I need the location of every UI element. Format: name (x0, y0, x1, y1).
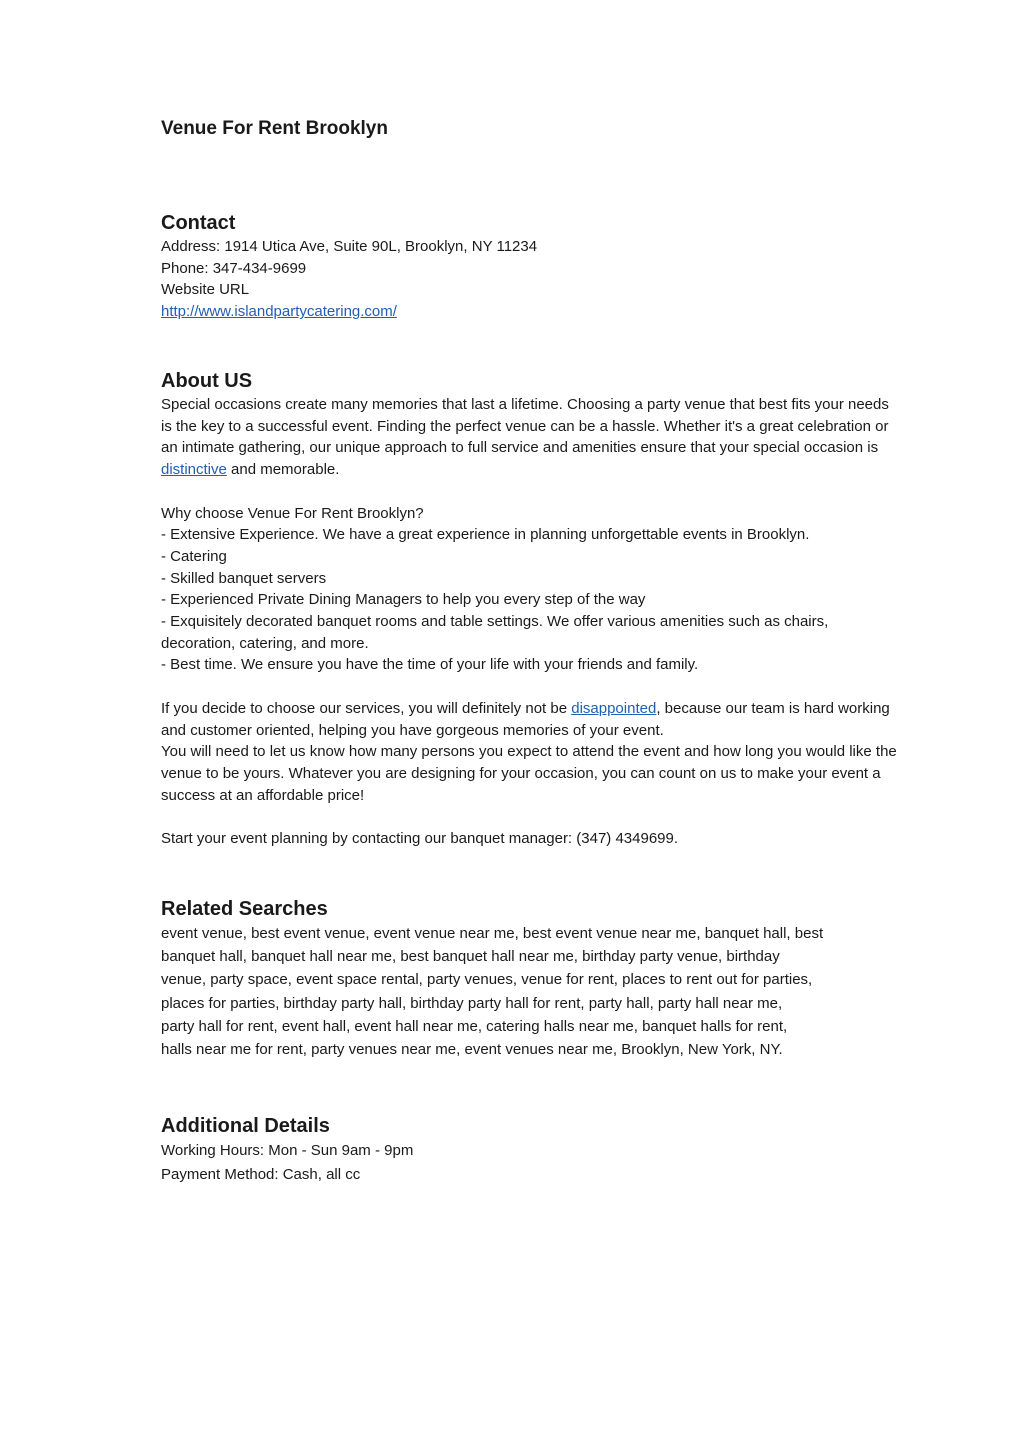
related-keywords: event venue, best event venue, event venue near me, best event venue near me, banquet hall, best banquet hall, banquet hall near me, best banquet hall near me, birthday party venue, birthday venue, party space, event space rental, party venues, venue for rent, places to rent out for parties, places for parties, birthday party hall, birthday party hall for rent, party hall, party hall near me, party hall for rent, event hall, event hall near me, catering halls near me, banquet halls for rent, halls near me for rent, party venues near me, event venues near me, Brooklyn, New York, NY. (161, 925, 824, 1059)
related-searches-section (161, 896, 901, 1061)
about-intro-paragraph: Special occasions create many memories that last a lifetime. Choosing a party venue that best fits your needs is the key to a successful event. Finding the perfect venue can be a hassle. Whether it's a great celebration or an intimate gathering, our unique approach to full service and amenities ensure that your special occasion is distinctive and memorable. (161, 396, 889, 479)
list-item: - Experienced Private Dining Managers to help you every step of the way (161, 591, 646, 609)
working-hours: Working Hours: Mon - Sun 9am - 9pm (161, 1142, 414, 1159)
contact-heading: Contact (161, 212, 236, 234)
related-searches-heading: Related Searches (161, 898, 328, 920)
additional-details-heading: Additional Details (161, 1115, 330, 1137)
why-choose-heading: Why choose Venue For Rent Brooklyn? (161, 504, 424, 522)
contact-address: Address: 1914 Utica Ave, Suite 90L, Brooklyn, NY 11234 (161, 238, 538, 255)
about-heading: About US (161, 370, 253, 392)
document-title: Venue For Rent Brooklyn (161, 118, 388, 139)
disappointed-link[interactable]: disappointed (571, 699, 657, 717)
payment-method: Payment Method: Cash, all cc (161, 1166, 361, 1183)
contact-section (161, 210, 901, 323)
list-item: - Catering (161, 547, 227, 565)
list-item: - Extensive Experience. We have a great experience in planning unforgettable events in Brooklyn. (161, 526, 810, 544)
website-link[interactable]: http://www.islandpartycatering.com/ (161, 303, 397, 321)
list-item: - Best time. We ensure you have the time of your life with your friends and family. (161, 656, 699, 674)
about-section (161, 368, 901, 850)
list-item: - Exquisitely decorated banquet rooms and table settings. We offer various amenities such as chairs, decoration, catering, and more. (161, 613, 829, 652)
website-label: Website URL (161, 281, 250, 299)
distinctive-link[interactable]: distinctive (161, 461, 227, 479)
about-venue-paragraph: You will need to let us know how many persons you expect to attend the event and how long you would like the venue to be yours. Whatever you are designing for your occasion, you can count on us to make your event a success at an affordable price! (161, 743, 897, 804)
list-item: - Skilled banquet servers (161, 569, 327, 587)
call-to-action: Start your event planning by contacting our banquet manager: (347) 4349699. (161, 830, 679, 848)
contact-phone: Phone: 347-434-9699 (161, 259, 307, 277)
additional-details-section (161, 1113, 901, 1187)
about-closing-paragraph: If you decide to choose our services, you will definitely not be disappointed, because our team is hard working and customer oriented, helping you have gorgeous memories of your event. (161, 699, 890, 739)
benefits-list (161, 524, 901, 676)
